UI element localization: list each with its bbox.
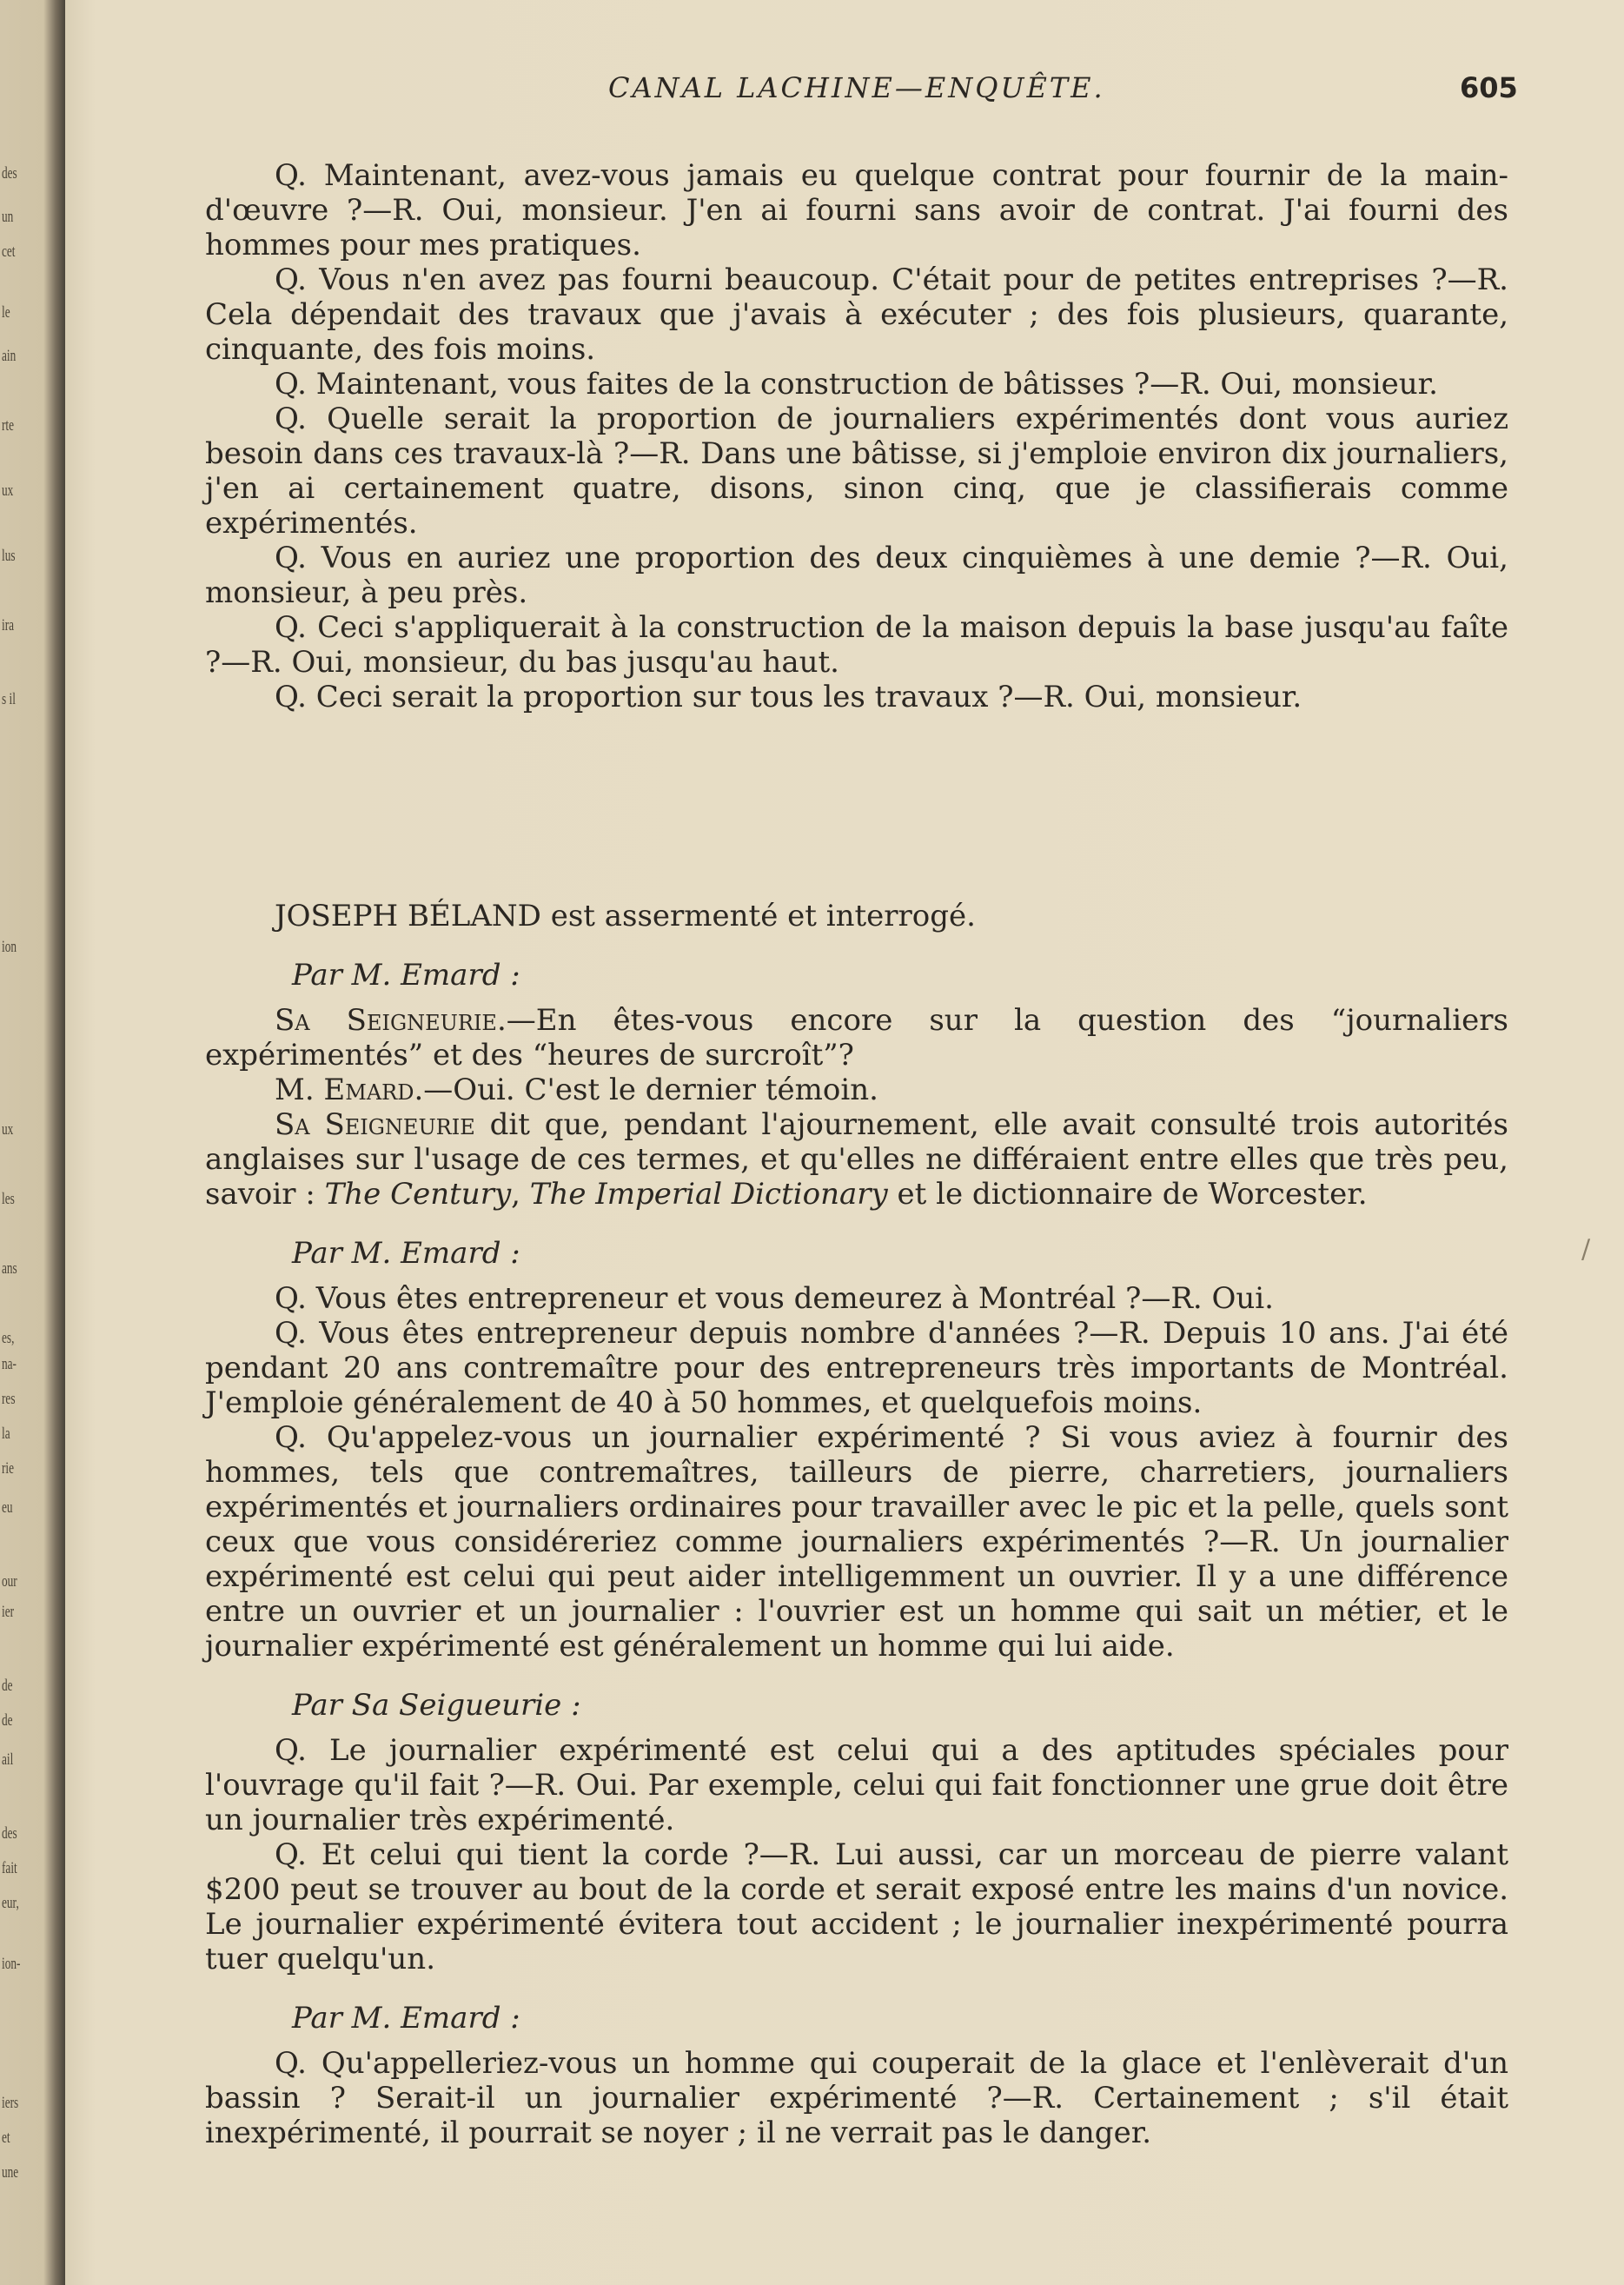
- margin-fragment: cet: [2, 242, 16, 261]
- margin-fragment: s il: [2, 690, 16, 708]
- paragraph: [205, 1107, 1508, 1212]
- margin-fragment: rie: [2, 1459, 15, 1478]
- margin-fragment: de: [2, 1677, 13, 1695]
- page-number: 605: [1460, 71, 1518, 104]
- paragraph: Q. Vous n'en avez pas fourni beaucoup. C'était pour de petites entreprises ?—R. Cela dépendait des travaux que j'avais à exécuter ; des fois plusieurs, quarante, cinquante, des fois moins.: [205, 262, 1508, 367]
- margin-fragment: ans: [2, 1259, 17, 1278]
- margin-fragment: eu: [2, 1498, 13, 1517]
- speaker-smallcaps: Sa Seigneurie: [275, 1107, 475, 1142]
- paragraph: Q. Quelle serait la proportion de journaliers expérimentés dont vous auriez besoin dans ces travaux-là ?—R. Dans une bâtisse, si j'emploie environ dix journaliers, j'en ai certainement quatre, disons, sinon cinq, que je classifierais comme expérimentés.: [205, 402, 1508, 541]
- paragraph: Q. Maintenant, avez-vous jamais eu quelque contrat pour fournir de la main-d'œuvre ?—R. Oui, monsieur. J'en ai fourni sans avoir de contrat. J'ai fourni des hommes pour mes pratiques.: [205, 158, 1508, 262]
- paragraph: Q. Maintenant, vous faites de la construction de bâtisses ?—R. Oui, monsieur.: [275, 367, 1438, 402]
- margin-fragment: un: [2, 208, 14, 226]
- margin-fragment: ion-: [2, 1955, 21, 1973]
- paragraph: Q. Qu'appelleriez-vous un homme qui couperait de la glace et l'enlèverait d'un bassin ? Serait-il un journalier expérimenté ?—R. Certainement ; s'il était inexpérimenté, il pourrait se noyer ; il ne verrait pas le danger.: [205, 2046, 1508, 2150]
- paragraph-text: .—En êtes-vous encore sur la question des “journaliers expérimentés” et des “heures de surcroît”?: [205, 1003, 1508, 1073]
- paragraph: Q. Ceci serait la proportion sur tous les travaux ?—R. Oui, monsieur.: [275, 680, 1303, 714]
- speaker-heading: Par M. Emard :: [292, 2001, 520, 2036]
- witness-heading: [205, 899, 1508, 933]
- margin-fragment: ier: [2, 1603, 15, 1621]
- paragraph: [205, 1073, 1508, 1107]
- running-title: CANAL LACHINE—ENQUÊTE.: [608, 71, 1105, 104]
- margin-fragment: les: [2, 1190, 15, 1208]
- speaker-heading: Par M. Emard :: [292, 958, 520, 993]
- paragraph-text: dit que, pendant l'ajournement, elle avait consulté trois autorités anglaises sur l'usage de ces termes, et qu'elles ne différaient entre elles que très peu, savoir :: [205, 1107, 1509, 1212]
- speaker-heading: Par M. Emard :: [292, 1236, 520, 1271]
- margin-fragment: lus: [2, 547, 16, 565]
- source-century: The Century: [324, 1177, 512, 1212]
- paragraph: Q. Qu'appelez-vous un journalier expérimenté ? Si vous aviez à fournir des hommes, tels que contremaîtres, tailleurs de pierre, charretiers, journaliers expérimentés et journaliers ordinaires pour travailler avec le pic et la pelle, quels sont ceux que vous considéreriez comme journaliers expérimentés ?—R. Un journalier expérimenté est celui qui peut aider intelligemment un ouvrier. Il y a une différence entre un ouvrier et un journalier : l'ouvrier est un homme qui sait un métier, et le journalier expérimenté est généralement un homme qui lui aide.: [205, 1420, 1508, 1664]
- book-gutter: [0, 0, 65, 2285]
- paragraph: Q. Ceci s'appliquerait à la construction de la maison depuis la base jusqu'au faîte ?—R. Oui, monsieur, du bas jusqu'au haut.: [205, 610, 1508, 680]
- margin-fragment: na-: [2, 1355, 17, 1373]
- margin-fragment: des: [2, 1824, 17, 1843]
- witness-name: JOSEPH BÉLAND: [275, 899, 541, 933]
- top-testimony: [205, 158, 1508, 714]
- margin-fragment: la: [2, 1425, 10, 1443]
- witness-section: [205, 899, 1508, 2150]
- margin-fragment: fait: [2, 1859, 17, 1877]
- margin-fragment: iers: [2, 2094, 19, 2112]
- margin-fragment: le: [2, 303, 10, 322]
- pencil-mark: /: [1581, 1234, 1591, 1265]
- margin-fragment: our: [2, 1572, 17, 1591]
- paragraph: Q. Vous en auriez une proportion des deux cinquièmes à une demie ?—R. Oui, monsieur, à peu près.: [205, 541, 1508, 610]
- margin-fragment: et: [2, 2129, 10, 2147]
- margin-fragment: eur,: [2, 1894, 19, 1912]
- paragraph: [205, 1003, 1508, 1073]
- margin-fragment: rte: [2, 416, 15, 435]
- page-header: [0, 71, 1624, 106]
- margin-fragment: es,: [2, 1329, 15, 1347]
- paragraph: Q. Et celui qui tient la corde ?—R. Lui aussi, car un morceau de pierre valant $200 peut se trouver au bout de la corde et serait exposé entre les mains d'un novice. Le journalier expérimenté évitera tout accident ; le journalier inexpérimenté pourra tuer quelqu'un.: [205, 1837, 1508, 1976]
- source-tail: et le dictionnaire de Worcester.: [887, 1177, 1368, 1212]
- margin-fragment: ux: [2, 1120, 14, 1139]
- source-imperial-dictionary: The Imperial Dictionary: [529, 1177, 888, 1212]
- witness-intro: est assermenté et interrogé.: [540, 899, 976, 933]
- source-separator: ,: [511, 1177, 530, 1212]
- margin-fragment: ux: [2, 482, 14, 500]
- margin-fragment: res: [2, 1390, 16, 1408]
- paragraph: Q. Vous êtes entrepreneur depuis nombre d'années ?—R. Depuis 10 ans. J'ai été pendant 20 ans contremaître pour des entrepreneurs très importants de Montréal. J'emploie généralement de 40 à 50 hommes, et quelquefois moins.: [205, 1316, 1508, 1420]
- paragraph: Q. Vous êtes entrepreneur et vous demeurez à Montréal ?—R. Oui.: [275, 1281, 1274, 1316]
- margin-fragment: ion: [2, 938, 17, 956]
- margin-fragment: de: [2, 1711, 13, 1730]
- paragraph: Q. Le journalier expérimenté est celui qui a des aptitudes spéciales pour l'ouvrage qu'il fait ?—R. Oui. Par exemple, celui qui fait fonctionner une grue doit être un journalier très expérimenté.: [205, 1733, 1508, 1837]
- margin-fragment: des: [2, 164, 17, 183]
- margin-fragment: une: [2, 2163, 19, 2182]
- paragraph-text: .—Oui. C'est le dernier témoin.: [414, 1073, 878, 1107]
- speaker-heading: Par Sa Seigueurie :: [292, 1688, 581, 1723]
- speaker-smallcaps: Sa Seigneurie: [275, 1003, 497, 1038]
- margin-fragment: ain: [2, 347, 17, 365]
- margin-fragment: ira: [2, 616, 15, 634]
- speaker-smallcaps: M. Emard: [275, 1073, 414, 1107]
- margin-fragment: ail: [2, 1750, 14, 1769]
